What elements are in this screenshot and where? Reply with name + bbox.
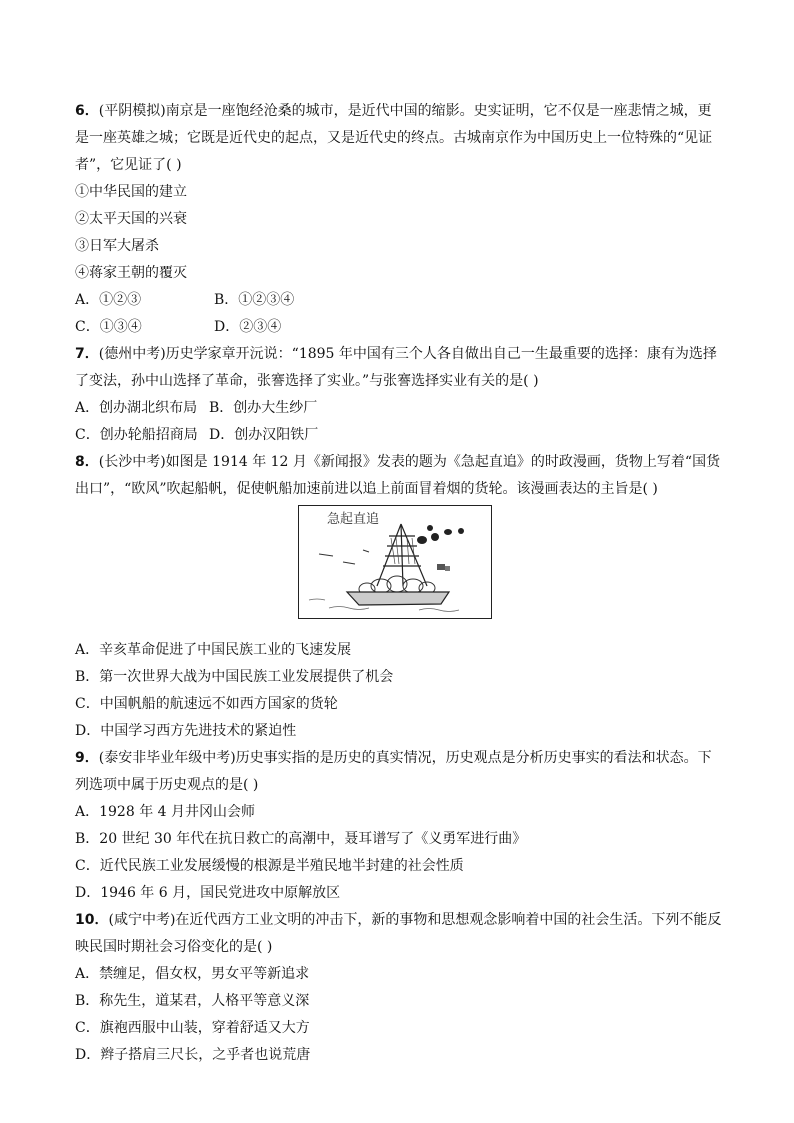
question-6-number: 6． xyxy=(75,103,99,119)
question-6-item-3: ③日军大屠杀 xyxy=(75,238,159,254)
question-9 xyxy=(75,745,720,907)
question-8-number: 8． xyxy=(75,454,99,470)
question-8-figure-area xyxy=(75,503,720,637)
question-8-option-b[interactable]: B．第一次世界大战为中国民族工业发展提供了机会 xyxy=(75,669,394,685)
question-6-options-row-1 xyxy=(75,287,720,314)
question-8-option-d[interactable]: D．中国学习西方先进技术的紧迫性 xyxy=(75,723,297,739)
question-8-stem-line-1 xyxy=(75,449,720,476)
question-7-options-row-1 xyxy=(75,395,720,422)
question-6-stem-line-2: 是一座英雄之城；它既是近代史的起点，又是近代史的终点。古城南京作为中国历史上一位特殊的“见证 xyxy=(75,130,713,146)
question-9-option-a[interactable]: A．1928 年 4 月井冈山会师 xyxy=(75,804,255,820)
question-8-stem-line-2: 出口”，“欧风”吹起船帆，促使帆船加速前进以追上前面冒着烟的货轮。该漫画表达的主旨是( ) xyxy=(75,481,658,497)
question-10-number: 10． xyxy=(75,912,109,928)
question-6-text-1: (平阴模拟)南京是一座饱经沧桑的城市，是近代中国的缩影。史实证明，它不仅是一座悲情之城，更 xyxy=(98,103,712,119)
question-6-item-2: ②太平天国的兴衰 xyxy=(75,211,187,227)
question-7-text-1: (德州中考)历史学家章开沅说：“1895 年中国有三个人各自做出自己一生最重要的选择：康有为选择 xyxy=(98,346,717,362)
question-9-text-1: (泰安非毕业年级中考)历史事实指的是历史的真实情况，历史观点是分析历史事实的看法和状态。下 xyxy=(98,750,712,766)
question-7-option-d[interactable]: D．创办汉阳铁厂 xyxy=(209,427,319,443)
cartoon-figure xyxy=(298,505,492,619)
question-7-stem-line-1 xyxy=(75,341,720,368)
question-8-text-1: (长沙中考)如图是 1914 年 12 月《新闻报》发表的题为《急起直追》的时政漫画，货物上写着“国货 xyxy=(98,454,721,470)
question-6-options-row-2 xyxy=(75,314,720,341)
question-6-item-4: ④蒋家王朝的覆灭 xyxy=(75,265,187,281)
question-9-stem-line-1 xyxy=(75,745,720,772)
question-9-option-c[interactable]: C．近代民族工业发展缓慢的根源是半殖民地半封建的社会性质 xyxy=(75,858,464,874)
question-6-option-b[interactable]: B．①②③④ xyxy=(214,292,295,308)
question-6-option-a[interactable]: A．①②③ xyxy=(75,292,142,308)
exam-page xyxy=(75,98,720,1069)
question-6-item-1: ①中华民国的建立 xyxy=(75,184,187,200)
cartoon-title: 急起直追 xyxy=(327,512,380,527)
question-7-stem-line-2: 了变法，孙中山选择了革命，张謇选择了实业。”与张謇选择实业有关的是( ) xyxy=(75,373,539,389)
question-7-option-c[interactable]: C．创办轮船招商局 xyxy=(75,427,198,443)
question-10 xyxy=(75,907,720,1069)
question-6-stem-line-3: 者”，它见证了( ) xyxy=(75,157,182,173)
question-10-option-d[interactable]: D．辫子搭肩三尺长，之乎者也说荒唐 xyxy=(75,1047,311,1063)
question-8-option-c[interactable]: C．中国帆船的航速远不如西方国家的货轮 xyxy=(75,696,338,712)
question-10-stem-line-2: 映民国时期社会习俗变化的是( ) xyxy=(75,939,273,955)
question-6-stem-line-1 xyxy=(75,98,720,125)
question-8 xyxy=(75,449,720,745)
question-10-option-c[interactable]: C．旗袍西服中山装，穿着舒适又大方 xyxy=(75,1020,310,1036)
question-9-stem-line-2: 列选项中属于历史观点的是( ) xyxy=(75,777,259,793)
question-6-option-d[interactable]: D．②③④ xyxy=(214,319,282,335)
question-6 xyxy=(75,98,720,341)
question-6-option-c[interactable]: C．①③④ xyxy=(75,319,142,335)
question-7-option-b[interactable]: B．创办大生纱厂 xyxy=(209,400,318,416)
question-7-number: 7． xyxy=(75,346,99,362)
question-7-option-a[interactable]: A．创办湖北织布局 xyxy=(75,400,198,416)
question-7 xyxy=(75,341,720,449)
question-10-stem-line-1 xyxy=(75,907,720,934)
question-9-option-b[interactable]: B．20 世纪 30 年代在抗日救亡的高潮中，聂耳谱写了《义勇军进行曲》 xyxy=(75,831,527,847)
question-9-number: 9． xyxy=(75,750,99,766)
question-9-option-d[interactable]: D．1946 年 6 月，国民党进攻中原解放区 xyxy=(75,885,341,901)
question-8-option-a[interactable]: A．辛亥革命促进了中国民族工业的飞速发展 xyxy=(75,642,352,658)
question-10-text-1: (咸宁中考)在近代西方工业文明的冲击下，新的事物和思想观念影响着中国的社会生活。下列不能反 xyxy=(108,912,722,928)
question-7-options-row-2 xyxy=(75,422,720,449)
question-10-option-b[interactable]: B．称先生，道某君，人格平等意义深 xyxy=(75,993,310,1009)
question-10-option-a[interactable]: A．禁缠足，倡女权，男女平等新追求 xyxy=(75,966,310,982)
